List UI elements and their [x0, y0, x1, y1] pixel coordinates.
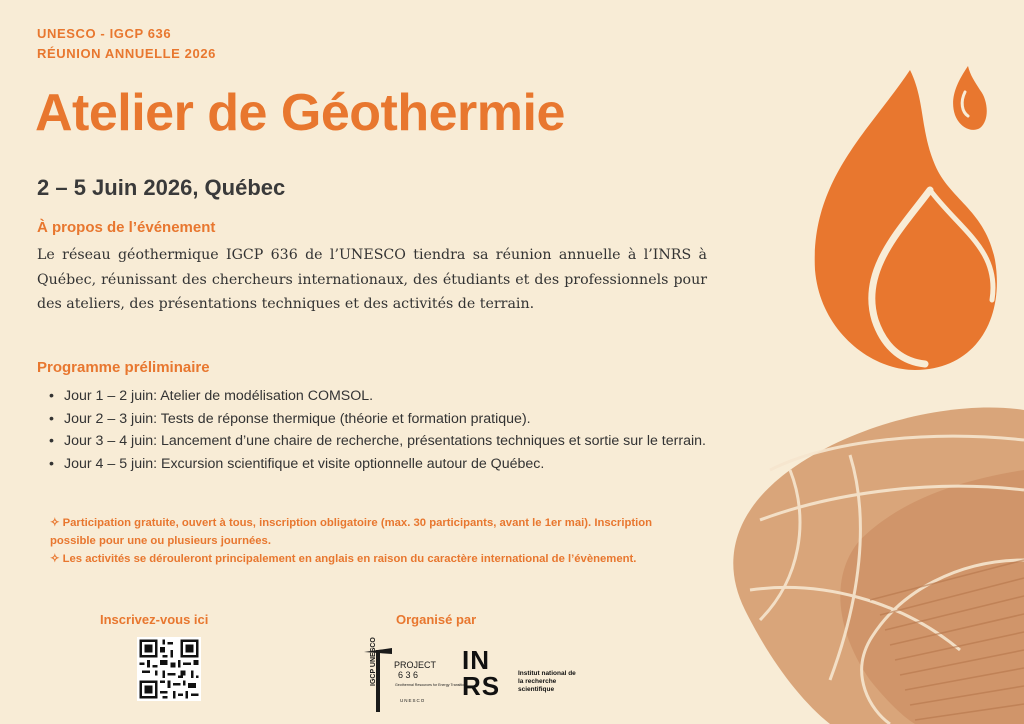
program-list [37, 385, 717, 475]
svg-text:UNESCO: UNESCO [400, 698, 426, 703]
inrs-top-letters: IN [462, 645, 490, 675]
note-registration: ✧ Participation gratuite, ouvert à tous, inscription obligatoire (max. 30 participants, avant le 1er mai). Inscription possible pour une ou plusieurs journées. [50, 517, 653, 547]
page-title: Atelier de Géothermie [35, 84, 565, 142]
program-item: • Jour 2 – 3 juin: Tests de réponse thermique (théorie et formation pratique). [49, 410, 531, 427]
svg-text:IGCP UNESCO: IGCP UNESCO [370, 637, 377, 686]
header-line-1: UNESCO - IGCP 636 [37, 26, 172, 41]
notes [50, 514, 685, 568]
inrs-full-name: Institut national de la recherche scientifique [518, 670, 576, 693]
event-date: 2 – 5 Juin 2026, Québec [37, 175, 286, 200]
registration-qr-code[interactable] [137, 637, 201, 701]
program-item: • Jour 3 – 4 juin: Lancement d’une chaire de recherche, présentations techniques et sortie sur le terrain. [49, 433, 706, 449]
flame-small [953, 66, 987, 130]
flame-large [815, 70, 997, 370]
organized-by-label: Organisé par [396, 612, 477, 627]
note-language: ✧ Les activités se dérouleront principalement en anglais en raison du caractère international de l’évènement. [50, 553, 637, 565]
program-item: • Jour 4 – 5 juin: Excursion scientifique et visite optionnelle autour de Québec. [49, 455, 545, 472]
rock-shape [733, 408, 1024, 724]
program-item: • Jour 1 – 2 juin: Atelier de modélisation COMSOL. [49, 388, 374, 404]
about-text: Le réseau géothermique IGCP 636 de l’UNESCO tiendra sa réunion annuelle à l’INRS à Québec, réunissant des chercheurs internationaux, des étudiants et des professionnels pour des ateliers, des présentations techniques et des activités de terrain. [37, 247, 707, 312]
svg-text:6 3 6: 6 3 6 [398, 670, 419, 680]
igcp-636-logo [362, 637, 467, 714]
program-title: Programme préliminaire [37, 359, 210, 376]
svg-text:PROJECT: PROJECT [394, 660, 437, 670]
inrs-bottom-letters: RS [462, 671, 501, 701]
header-line-2: RÉUNION ANNUELLE 2026 [37, 46, 216, 61]
register-label: Inscrivez-vous ici [100, 612, 209, 627]
svg-text:Geothermal Resources for Energ: Geothermal Resources for Energy Transition [395, 683, 467, 687]
inrs-logo [462, 645, 582, 708]
about-title: À propos de l’événement [37, 219, 216, 236]
